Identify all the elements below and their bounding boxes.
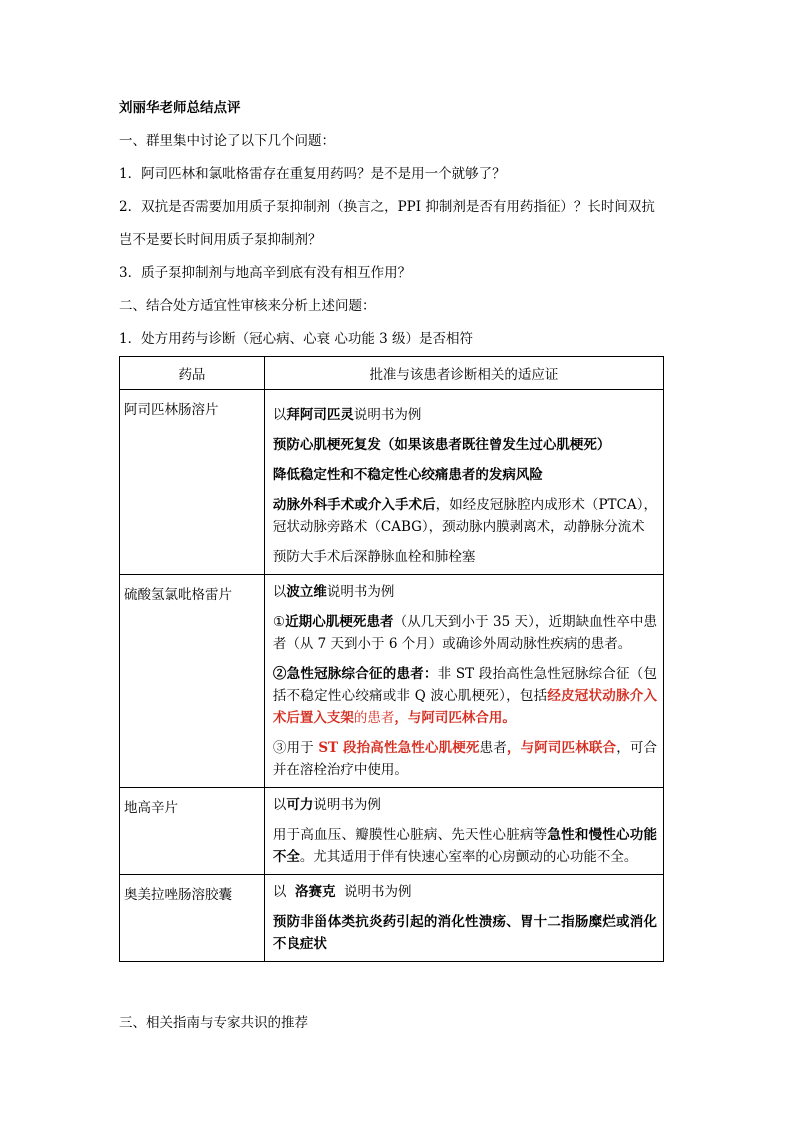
indication-text: 预防心肌梗死复发（如果该患者既往曾发生过心肌梗死）	[272, 437, 611, 453]
table-row	[120, 788, 664, 875]
indication-text: ①近期心肌梗死患者（从几天到小于 35 天），近期缺血性卒中患者（从 7 天到小于 6 个月）或确诊外周动脉性疾病的患者。	[272, 614, 658, 652]
indication-text: 动脉外科手术或介入手术后，如经皮冠脉腔内成形术（PTCA），冠状动脉旁路术（CABG），颈动脉内膜剥离术，动静脉分流术	[272, 497, 658, 535]
indication-cell	[264, 390, 663, 575]
drug-name: 奥美拉唑肠溶胶囊	[120, 875, 265, 962]
table-header-drug: 药品	[120, 357, 265, 390]
indication-text: ②急性冠脉综合征的患者：非 ST 段抬高性急性冠脉综合征（包括不稳定性心绞痛或非 Q 波心肌梗死），包括经皮冠状动脉介入术后置入支架的患者，与阿司匹林合用。	[272, 666, 658, 726]
table-header-indication: 批准与该患者诊断相关的适应证	[264, 357, 663, 390]
page-title: 刘丽华老师总结点评	[119, 100, 241, 116]
drug-name: 地高辛片	[120, 788, 265, 875]
section3-heading: 三、相关指南与专家共识的推荐	[119, 1015, 308, 1031]
drug-name: 阿司匹林肠溶片	[120, 390, 265, 575]
question-3: 3．质子泵抑制剂与地高辛到底有没有相互作用？	[119, 265, 412, 281]
indication-text: 预防大手术后深静脉血栓和肺栓塞	[272, 549, 476, 565]
section2-heading: 二、结合处方适宜性审核来分析上述问题：	[119, 298, 376, 314]
reference-line: 以可力说明书为例	[272, 797, 381, 813]
indication-text: 预防非甾体类抗炎药引起的消化性溃疡、胃十二指肠糜烂或消化不良症状	[272, 914, 657, 952]
section2-sub1: 1．处方用药与诊断（冠心病、心衰 心功能 3 级）是否相符	[119, 331, 474, 347]
reference-line: 以波立维说明书为例	[272, 584, 395, 600]
indication-cell	[264, 575, 663, 788]
indication-text: 用于高血压、瓣膜性心脏病、先天性心脏病等急性和慢性心功能不全。尤其适用于伴有快速心室率的心房颤动的心功能不全。	[272, 827, 658, 865]
drug-name: 硫酸氢氯吡格雷片	[120, 575, 265, 788]
table-header-row	[120, 357, 664, 390]
indication-cell	[264, 788, 663, 875]
section1-heading: 一、群里集中讨论了以下几个问题：	[119, 133, 335, 149]
reference-line: 以 洛赛克 说明书为例	[272, 884, 412, 900]
indication-table	[119, 356, 664, 962]
indication-text: 降低稳定性和不稳定性心绞痛患者的发病风险	[272, 467, 543, 483]
indication-text: ③用于 ST 段抬高性急性心肌梗死患者，与阿司匹林联合，可合并在溶栓治疗中使用。	[272, 740, 658, 778]
table-row	[120, 575, 664, 788]
indication-cell	[264, 875, 663, 962]
table-row	[120, 875, 664, 962]
reference-line: 以拜阿司匹灵说明书为例	[272, 407, 422, 423]
question-2-line-1: 2．双抗是否需要加用质子泵抑制剂（换言之，PPI 抑制剂是否有用药指征）？长时间双抗	[119, 199, 655, 215]
question-1: 1．阿司匹林和氯吡格雷存在重复用药吗？是不是用一个就够了？	[119, 166, 506, 182]
document-body	[119, 92, 664, 962]
table-row	[120, 390, 664, 575]
question-2-line-2: 岂不是要长时间用质子泵抑制剂？	[119, 232, 322, 248]
